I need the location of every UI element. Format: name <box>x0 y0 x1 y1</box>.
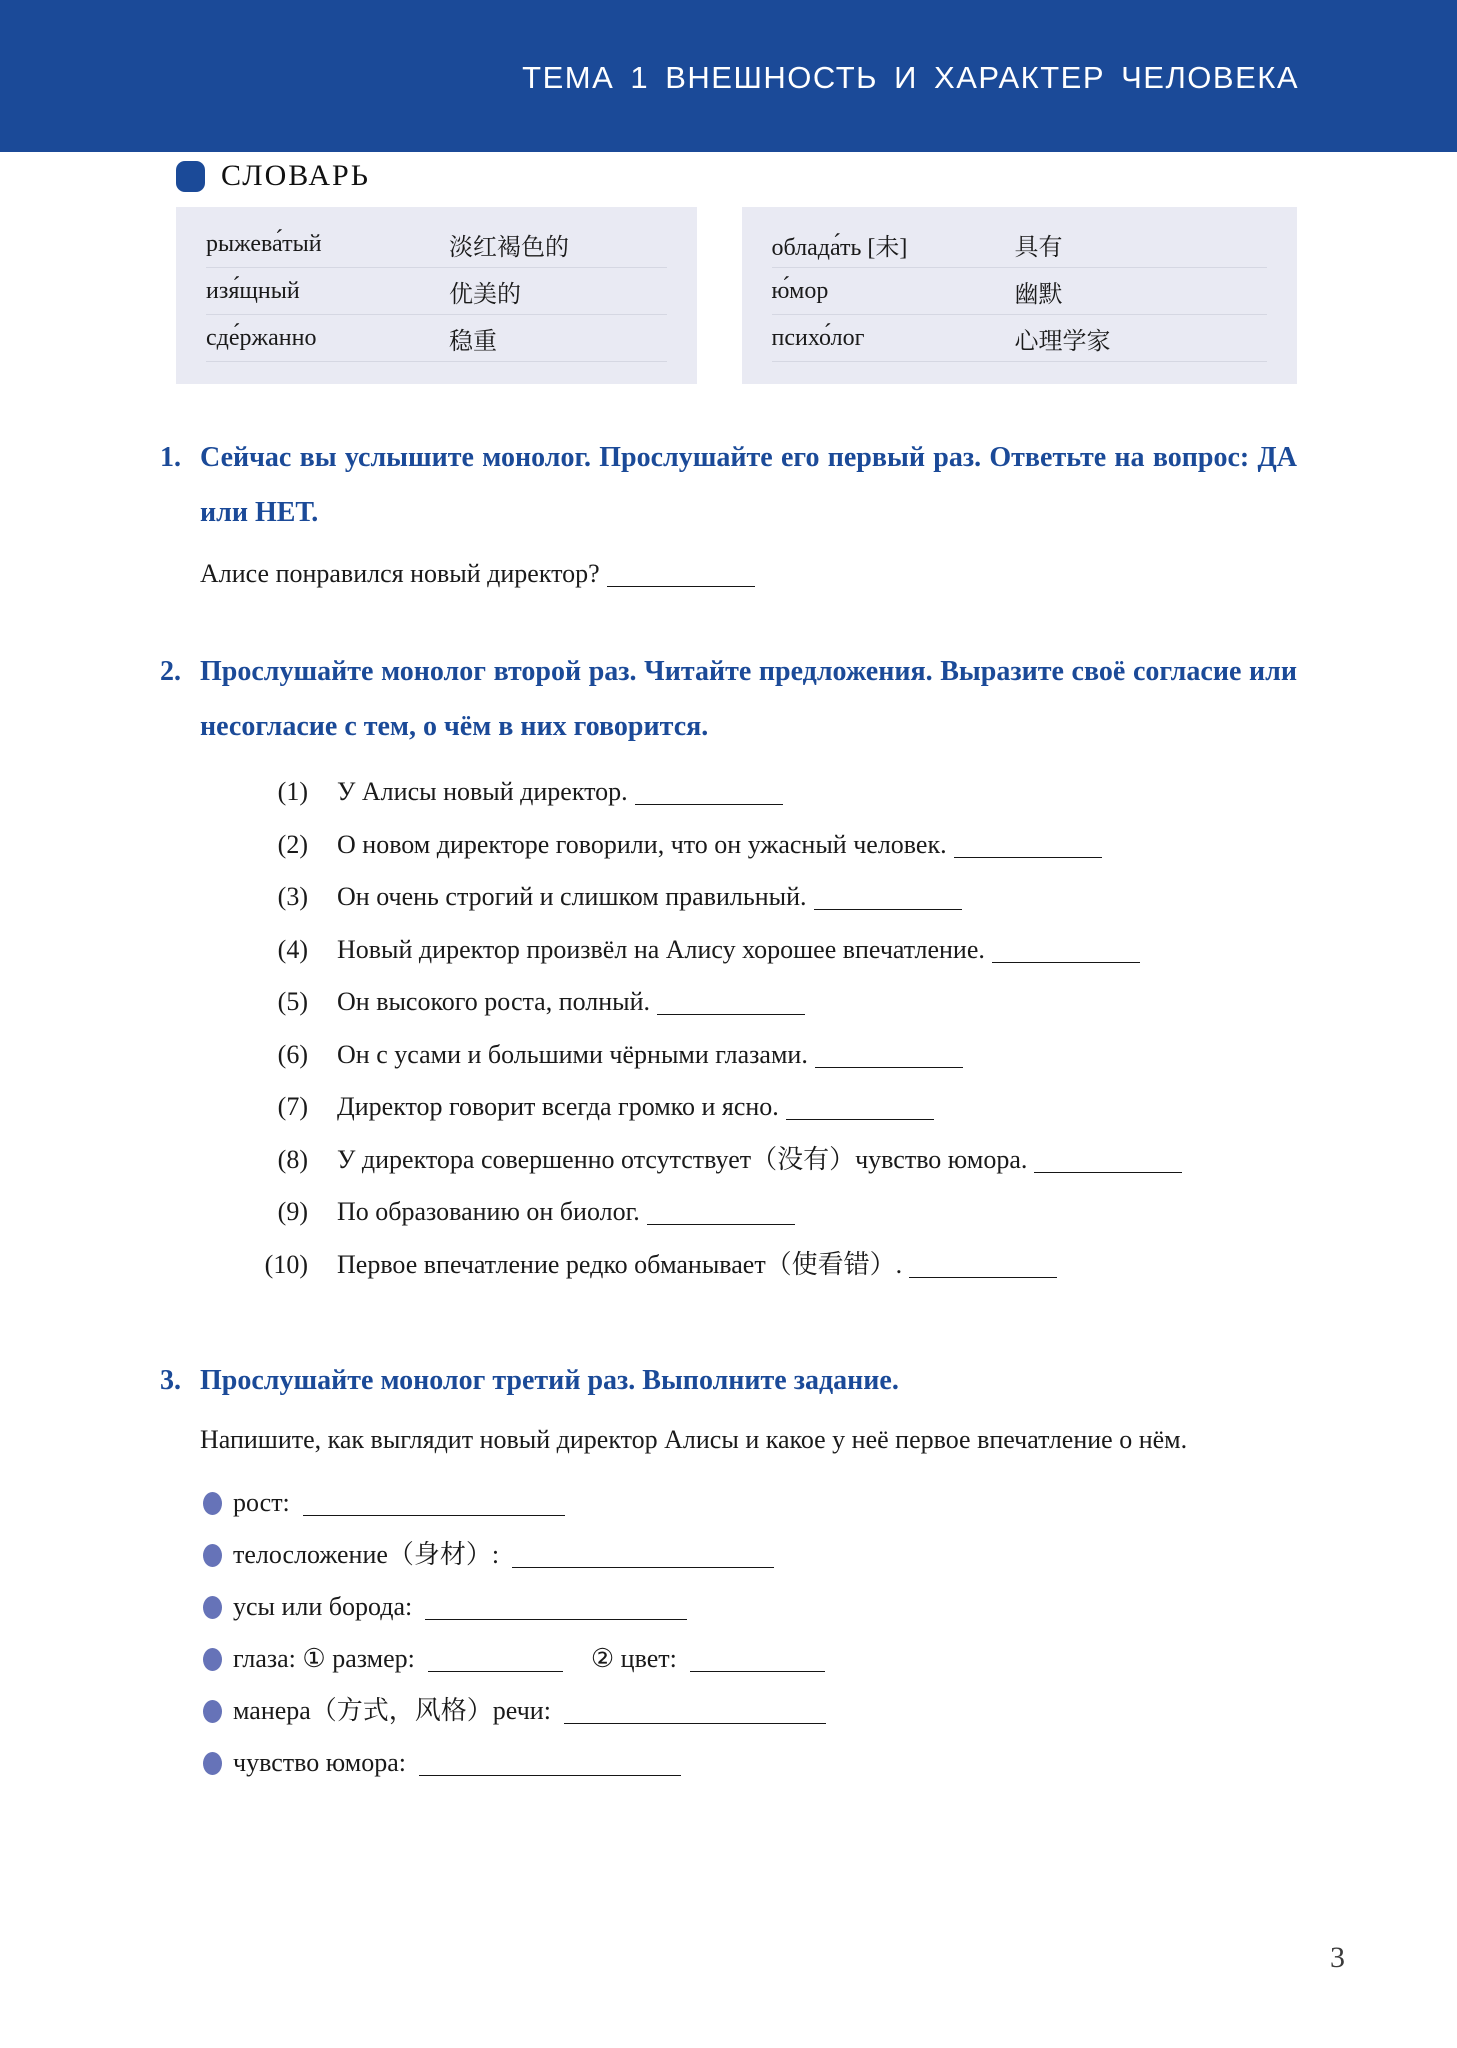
vocabulary-heading <box>160 159 1297 193</box>
vocab-row <box>206 315 667 362</box>
statement-text: Он очень строгий и слишком правильный. <box>337 871 962 924</box>
vocabulary-label: СЛОВАРЬ <box>221 159 370 192</box>
statement-text: У Алисы новый директор. <box>337 766 783 819</box>
statement-number: (3) <box>277 882 308 911</box>
bullet-icon <box>203 1596 222 1619</box>
statement-item <box>200 1186 1297 1239</box>
answer-blank <box>1034 1146 1182 1173</box>
chapter-title: ТЕМА 1 ВНЕШНОСТЬ И ХАРАКТЕР ЧЕЛОВЕКА <box>522 60 1299 95</box>
statement-text: Он с усами и большими чёрными глазами. <box>337 1029 963 1082</box>
vocab-translation-zh: 稳重 <box>449 328 497 355</box>
statement-number: (1) <box>277 777 308 806</box>
statement-item <box>200 871 1297 924</box>
answer-blank <box>607 560 755 587</box>
bullet-label: манера（方式，风格）речи: <box>233 1696 551 1725</box>
vocab-row <box>772 268 1267 315</box>
vocab-word-ru: сде́ржанно <box>206 324 317 351</box>
bullet-label: ② цвет: <box>590 1644 677 1673</box>
statement-item <box>200 819 1297 872</box>
answer-blank <box>909 1251 1057 1278</box>
exercise-3 <box>160 1353 1297 1789</box>
statement-item <box>200 1029 1297 1082</box>
answer-blank <box>657 988 805 1015</box>
exercise-2-number: 2. <box>160 656 181 687</box>
statement-text: У директора совершенно отсутствует（没有）чувство юмора. <box>337 1134 1182 1187</box>
vocab-translation-zh: 幽默 <box>1014 281 1063 308</box>
answer-blank <box>815 1041 963 1068</box>
bullet-content <box>233 1737 681 1789</box>
statement-item <box>200 924 1297 977</box>
answer-blank <box>954 831 1102 858</box>
page-number: 3 <box>1330 1941 1345 1974</box>
vocab-word-ru: облада́ть [未] <box>771 234 908 261</box>
answer-blank <box>419 1749 681 1776</box>
vocabulary-marker-icon <box>176 161 205 192</box>
answer-blank <box>425 1593 687 1620</box>
statement-text: Он высокого роста, полный. <box>337 976 805 1029</box>
exercise-1 <box>160 430 1297 600</box>
bullet-icon <box>203 1492 222 1515</box>
statement-text: Новый директор произвёл на Алису хорошее впечатление. <box>337 924 1140 977</box>
statement-text: О новом директоре говорили, что он ужасный человек. <box>337 819 1102 872</box>
statement-number: (4) <box>277 934 308 964</box>
exercise-3-bullets <box>200 1477 1297 1789</box>
vocab-translation-zh: 淡红褐色的 <box>449 234 569 261</box>
answer-blank <box>647 1198 795 1225</box>
chapter-header-band <box>0 0 1457 152</box>
bullet-icon <box>203 1752 222 1775</box>
vocab-row <box>206 221 667 268</box>
answer-blank <box>303 1489 565 1516</box>
bullet-label: глаза: ① размер: <box>233 1644 415 1673</box>
vocabulary-tables <box>160 207 1297 384</box>
vocab-row <box>772 221 1267 268</box>
vocab-translation-zh: 具有 <box>1014 234 1063 261</box>
bullet-label: рост: <box>233 1488 290 1517</box>
answer-blank <box>512 1541 774 1568</box>
bullet-content <box>233 1529 774 1581</box>
statement-number: (9) <box>277 1197 308 1226</box>
exercise-1-question-text: Алисе понравился новый директор? <box>200 559 600 588</box>
bullet-item <box>200 1737 1297 1789</box>
statement-item <box>200 1081 1297 1134</box>
bullet-content <box>233 1581 687 1633</box>
exercise-1-instruction: Сейчас вы услышите монолог. Прослушайте его первый раз. Ответьте на вопрос: ДА или НЕТ. <box>200 442 1297 528</box>
bullet-content <box>233 1633 853 1685</box>
bullet-icon <box>203 1544 222 1567</box>
bullet-icon <box>203 1648 222 1671</box>
statement-number: (10) <box>264 1249 308 1279</box>
vocabulary-table-left <box>176 207 697 384</box>
vocab-translation-zh: 心理学家 <box>1014 328 1111 355</box>
answer-blank <box>786 1093 934 1120</box>
exercise-3-task: Напишите, как выглядит новый директор Алисы и какое у неё первое впечатление о нём. <box>200 1425 1188 1454</box>
bullet-content <box>233 1685 826 1737</box>
exercise-3-number: 3. <box>160 1365 181 1396</box>
statement-number: (6) <box>277 1039 308 1069</box>
vocabulary-table-right <box>742 207 1297 384</box>
vocab-word-ru: рыжева́тый <box>206 230 322 257</box>
exercise-2-items <box>200 766 1297 1291</box>
exercise-3-body <box>200 1353 1297 1789</box>
bullet-label: усы или борода: <box>233 1592 413 1621</box>
statement-item <box>200 1134 1297 1187</box>
bullet-item <box>200 1581 1297 1633</box>
statement-item <box>200 976 1297 1029</box>
vocab-word-ru: ю́мор <box>771 277 829 304</box>
bullet-item <box>200 1633 1297 1685</box>
page-content <box>0 54 1457 1789</box>
exercise-2 <box>160 644 1297 1291</box>
bullet-label: чувство юмора: <box>233 1748 406 1777</box>
answer-blank <box>814 883 962 910</box>
vocab-word-ru: изя́щный <box>206 277 300 304</box>
statement-text: По образованию он биолог. <box>337 1186 795 1239</box>
bullet-item <box>200 1685 1297 1737</box>
bullet-item <box>200 1529 1297 1581</box>
exercise-3-instruction: Прослушайте монолог третий раз. Выполните задание. <box>200 1365 899 1396</box>
exercise-1-number: 1. <box>160 442 181 473</box>
statement-item <box>200 766 1297 819</box>
statement-number: (8) <box>277 1144 308 1174</box>
vocab-translation-zh: 优美的 <box>449 281 521 308</box>
statement-item <box>200 1239 1297 1292</box>
bullet-content <box>233 1477 565 1529</box>
statement-text: Директор говорит всегда громко и ясно. <box>337 1081 934 1134</box>
exercise-2-body <box>200 644 1297 1291</box>
vocab-word-ru: психо́лог <box>771 324 865 351</box>
vocab-row <box>206 268 667 315</box>
statement-text: Первое впечатление редко обманывает（使看错）. <box>337 1239 1057 1292</box>
vocab-row <box>772 315 1267 362</box>
answer-blank <box>690 1645 825 1672</box>
bullet-icon <box>203 1700 222 1723</box>
exercise-1-body <box>200 430 1297 600</box>
answer-blank <box>992 936 1140 963</box>
statement-number: (2) <box>277 829 308 859</box>
answer-blank <box>428 1645 563 1672</box>
exercise-2-instruction: Прослушайте монолог второй раз. Читайте предложения. Выразите своё согласие или несогласие с тем, о чём в них говорится. <box>200 656 1297 742</box>
statement-number: (5) <box>277 987 308 1016</box>
bullet-label: телосложение（身材）: <box>233 1540 500 1569</box>
answer-blank <box>564 1697 826 1724</box>
statement-number: (7) <box>277 1092 308 1121</box>
exercise-1-question <box>200 548 1297 600</box>
bullet-item <box>200 1477 1297 1529</box>
answer-blank <box>635 778 783 805</box>
